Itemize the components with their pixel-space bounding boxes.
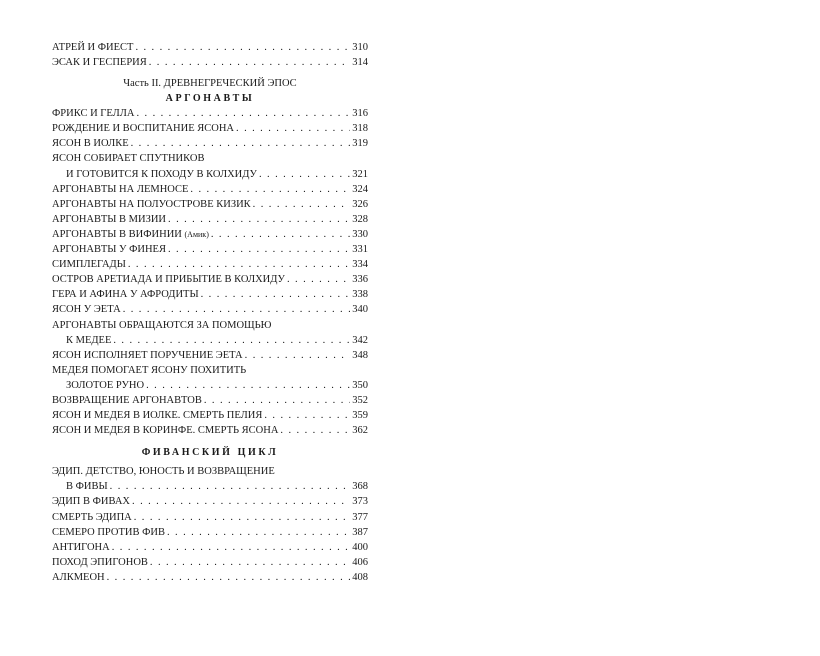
- entry-page: 334: [352, 259, 368, 271]
- entry-title: АРГОНАВТЫ НА ЛЕМНОСЕ: [52, 183, 189, 195]
- dot-leader: [113, 333, 350, 348]
- entry-page: 352: [352, 394, 368, 406]
- entry-title: АНТИГОНА: [52, 541, 110, 553]
- entry-page: 387: [352, 526, 368, 538]
- entry-page: 350: [352, 379, 368, 391]
- toc-entry: [52, 257, 368, 272]
- entry-page: 324: [352, 183, 368, 195]
- entry-page: 342: [352, 334, 368, 346]
- toc-entry: [52, 525, 368, 540]
- toc-entry: [52, 348, 368, 363]
- dot-leader: [264, 408, 350, 423]
- entry-note: (Амик): [184, 229, 209, 239]
- entry-page: 328: [352, 213, 368, 225]
- entry-page: 362: [352, 425, 368, 437]
- toc-entry: [52, 570, 368, 585]
- entry-first-line: ЭДИП. ДЕТСТВО, ЮНОСТЬ И ВОЗВРАЩЕНИЕ: [52, 466, 275, 478]
- entry-first-line: ЯСОН СОБИРАЕТ СПУТНИКОВ: [52, 153, 205, 165]
- entry-title: СЕМЕРО ПРОТИВ ФИВ: [52, 526, 165, 538]
- toc-entry: [52, 227, 368, 242]
- toc-entry: [52, 510, 368, 525]
- dot-leader: [150, 555, 350, 570]
- entry-page: 318: [352, 123, 368, 135]
- entry-page: 359: [352, 410, 368, 422]
- dot-leader: [190, 182, 350, 197]
- entry-title: АРГОНАВТЫ НА ПОЛУОСТРОВЕ КИЗИК: [52, 198, 251, 210]
- toc-entry: [52, 212, 368, 227]
- entry-title: [52, 227, 209, 242]
- dot-leader: [287, 272, 350, 287]
- dot-leader: [211, 227, 350, 242]
- dot-leader: [253, 197, 351, 212]
- toc-entry: [52, 494, 368, 509]
- entry-page: 321: [352, 168, 368, 180]
- entry-title: ЗОЛОТОЕ РУНО: [66, 379, 145, 391]
- dot-leader: [112, 540, 351, 555]
- toc-entry: [52, 287, 368, 302]
- toc-entry: [52, 378, 368, 393]
- entry-page: 331: [352, 244, 368, 256]
- entry-title: АРГОНАВТЫ У ФИНЕЯ: [52, 244, 166, 256]
- toc-entry: [52, 555, 368, 570]
- toc-entry: [52, 540, 368, 555]
- entry-title: ЯСОН У ЭЕТА: [52, 304, 121, 316]
- entry-title: СИМПЛЕГАДЫ: [52, 259, 126, 271]
- dot-leader: [201, 287, 351, 302]
- entry-title: В ФИВЫ: [66, 481, 108, 493]
- entry-title: АЛКМЕОН: [52, 571, 105, 583]
- entry-title: ПОХОД ЭПИГОНОВ: [52, 556, 148, 568]
- dot-leader: [146, 378, 350, 393]
- entry-page: 314: [352, 57, 368, 69]
- toc-entry: [52, 423, 368, 438]
- entry-page: 368: [352, 481, 368, 493]
- entry-title: ЭСАК И ГЕСПЕРИЯ: [52, 57, 147, 69]
- dot-leader: [128, 257, 350, 272]
- dot-leader: [167, 525, 350, 540]
- part-heading: Часть II. ДРЕВНЕГРЕЧЕСКИЙ ЭПОС: [123, 78, 297, 90]
- entry-page: 400: [352, 541, 368, 553]
- toc-entry: [52, 197, 368, 212]
- toc-entry: [52, 479, 368, 494]
- dot-leader: [131, 136, 351, 151]
- entry-title: ЯСОН И МЕДЕЯ В ИОЛКЕ. СМЕРТЬ ПЕЛИЯ: [52, 410, 263, 422]
- dot-leader: [236, 121, 350, 136]
- toc-entry: [52, 272, 368, 287]
- dot-leader: [168, 212, 350, 227]
- dot-leader: [107, 570, 351, 585]
- entry-title-text: АРГОНАВТЫ В ВИФИНИИ: [52, 228, 182, 240]
- dot-leader: [245, 348, 351, 363]
- entry-title: ЯСОН И МЕДЕЯ В КОРИНФЕ. СМЕРТЬ ЯСОНА: [52, 425, 279, 437]
- entry-page: 316: [352, 108, 368, 120]
- toc-entry: [52, 393, 368, 408]
- entry-page: 340: [352, 304, 368, 316]
- entry-first-line: МЕДЕЯ ПОМОГАЕТ ЯСОНУ ПОХИТИТЬ: [52, 364, 247, 376]
- table-of-contents: [52, 40, 368, 585]
- toc-entry: [52, 136, 368, 151]
- entry-title: ОСТРОВ АРЕТИАДА И ПРИБЫТИЕ В КОЛХИДУ: [52, 274, 285, 286]
- dot-leader: [149, 55, 351, 70]
- entry-page: 348: [352, 349, 368, 361]
- entry-page: 326: [352, 198, 368, 210]
- entry-title: ГЕРА И АФИНА У АФРОДИТЫ: [52, 289, 199, 301]
- section-heading: АРГОНАВТЫ: [165, 93, 255, 105]
- entry-title: К МЕДЕЕ: [66, 334, 112, 346]
- dot-leader: [136, 106, 350, 121]
- dot-leader: [135, 40, 350, 55]
- section-heading: ФИВАНСКИЙ ЦИКЛ: [141, 447, 279, 459]
- dot-leader: [168, 242, 350, 257]
- entry-title: СМЕРТЬ ЭДИПА: [52, 511, 132, 523]
- entry-page: 406: [352, 556, 368, 568]
- entry-title: И ГОТОВИТСЯ К ПОХОДУ В КОЛХИДУ: [66, 168, 257, 180]
- dot-leader: [110, 479, 351, 494]
- entry-title: РОЖДЕНИЕ И ВОСПИТАНИЕ ЯСОНА: [52, 123, 235, 135]
- entry-page: 336: [352, 274, 368, 286]
- entry-title: ВОЗВРАЩЕНИЕ АРГОНАВТОВ: [52, 394, 202, 406]
- entry-page: 338: [352, 289, 368, 301]
- toc-entry: [52, 182, 368, 197]
- entry-page: 319: [352, 138, 368, 150]
- entry-page: 408: [352, 571, 368, 583]
- dot-leader: [134, 510, 351, 525]
- toc-entry: [52, 302, 368, 317]
- toc-entry: [52, 40, 368, 55]
- entry-title: ЯСОН В ИОЛКЕ: [52, 138, 129, 150]
- entry-page: 330: [352, 228, 368, 240]
- toc-entry: [52, 242, 368, 257]
- toc-entry: [52, 167, 368, 182]
- entry-title: АРГОНАВТЫ В МИЗИИ: [52, 213, 167, 225]
- dot-leader: [123, 302, 351, 317]
- dot-leader: [204, 393, 350, 408]
- entry-first-line: АРГОНАВТЫ ОБРАЩАЮТСЯ ЗА ПОМОЩЬЮ: [52, 319, 272, 331]
- entry-title: ЭДИП В ФИВАХ: [52, 496, 131, 508]
- entry-title: ФРИКС И ГЕЛЛА: [52, 108, 135, 120]
- entry-page: 310: [352, 42, 368, 53]
- entry-page: 373: [352, 496, 368, 508]
- entry-page: 377: [352, 511, 368, 523]
- toc-entry: [52, 106, 368, 121]
- toc-entry: [52, 408, 368, 423]
- toc-entry: [52, 121, 368, 136]
- toc-entry: [52, 55, 368, 70]
- entry-title: АТРЕЙ И ФИЕСТ: [52, 42, 134, 53]
- dot-leader: [132, 494, 350, 509]
- entry-title: ЯСОН ИСПОЛНЯЕТ ПОРУЧЕНИЕ ЭЕТА: [52, 349, 243, 361]
- dot-leader: [280, 423, 350, 438]
- toc-entry: [52, 333, 368, 348]
- dot-leader: [259, 167, 350, 182]
